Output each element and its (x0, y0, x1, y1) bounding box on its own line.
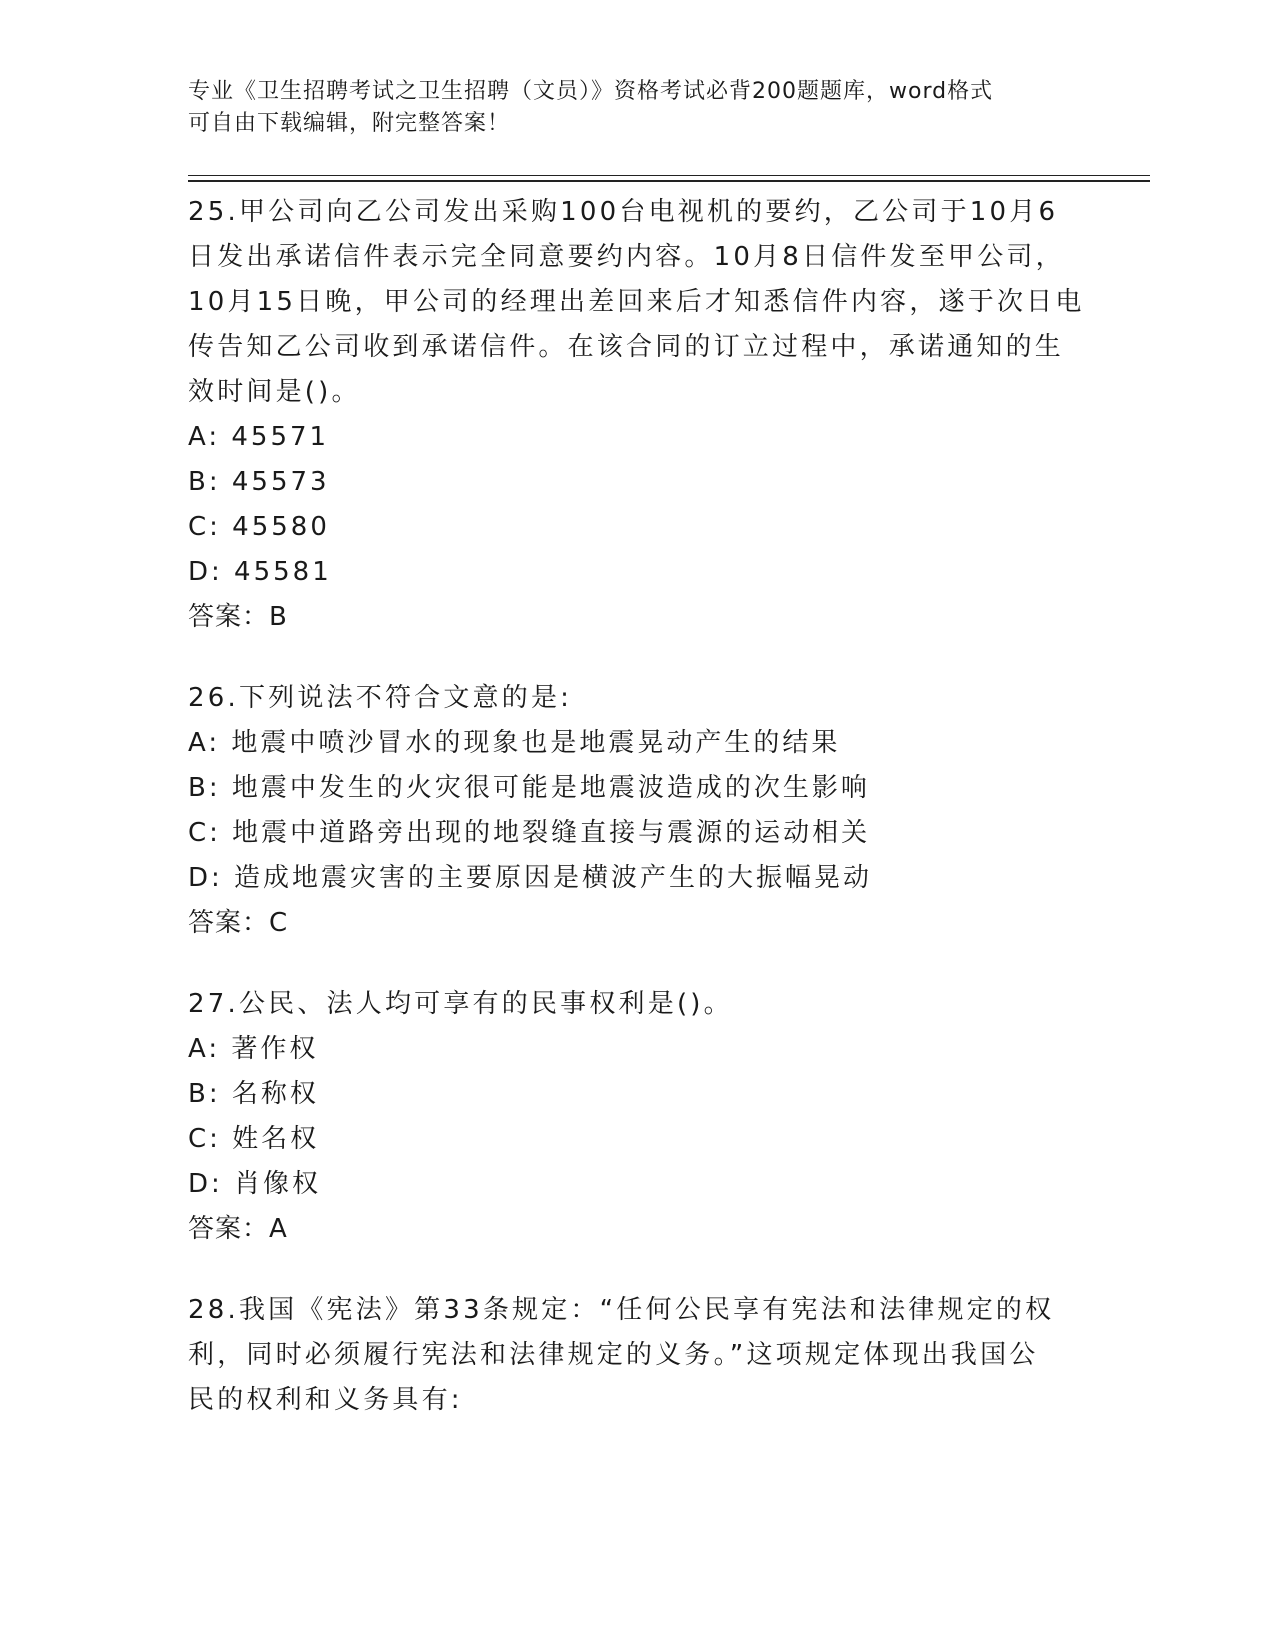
question-26 (188, 676, 1088, 946)
header-line-2: 可自由下载编辑，附完整答案！ (188, 111, 511, 136)
header-line-1: 专业《卫生招聘考试之卫生招聘（文员）》资格考试必背200题题库，word格式 (188, 79, 994, 104)
question-line: 28.我国《宪法》第33条规定：“任何公民享有宪法和法律规定的权 (188, 1295, 1055, 1325)
question-line: 27.公民、法人均可享有的民事权利是()。 (188, 989, 733, 1019)
question-line: 效时间是()。 (188, 377, 361, 407)
option-b: B: 45573 (188, 467, 330, 497)
question-line: 10月15日晚，甲公司的经理出差回来后才知悉信件内容，遂于次日电 (188, 287, 1085, 317)
document-header (188, 76, 1068, 140)
option-c: C: 45580 (188, 512, 330, 542)
header-divider-thick (188, 180, 1150, 182)
question-list (188, 190, 1088, 1459)
question-line: 日发出承诺信件表示完全同意要约内容。10月8日信件发至甲公司， (188, 242, 1065, 272)
option-b: B: 名称权 (188, 1079, 319, 1109)
question-line: 民的权利和义务具有: (188, 1385, 463, 1415)
option-d: D: 肖像权 (188, 1169, 322, 1199)
question-25 (188, 190, 1088, 640)
header-divider-thin (188, 175, 1150, 176)
answer-label: 答案：A (188, 1214, 288, 1244)
question-line: 传告知乙公司收到承诺信件。在该合同的订立过程中，承诺通知的生 (188, 332, 1065, 362)
option-d: D: 造成地震灾害的主要原因是横波产生的大振幅晃动 (188, 863, 873, 893)
answer-label: 答案：C (188, 908, 289, 938)
question-28 (188, 1288, 1088, 1423)
question-line: 26.下列说法不符合文意的是: (188, 683, 573, 713)
option-c: C: 地震中道路旁出现的地裂缝直接与震源的运动相关 (188, 818, 871, 848)
option-c: C: 姓名权 (188, 1124, 320, 1154)
option-b: B: 地震中发生的火灾很可能是地震波造成的次生影响 (188, 773, 870, 803)
option-d: D: 45581 (188, 557, 332, 587)
question-27 (188, 982, 1088, 1252)
question-line: 利，同时必须履行宪法和法律规定的义务。”这项规定体现出我国公 (188, 1340, 1039, 1370)
option-a: A: 地震中喷沙冒水的现象也是地震晃动产生的结果 (188, 728, 841, 758)
answer-label: 答案：B (188, 602, 288, 632)
option-a: A: 著作权 (188, 1034, 319, 1064)
option-a: A: 45571 (188, 422, 330, 452)
question-line: 25.甲公司向乙公司发出采购100台电视机的要约，乙公司于10月6 (188, 197, 1059, 227)
